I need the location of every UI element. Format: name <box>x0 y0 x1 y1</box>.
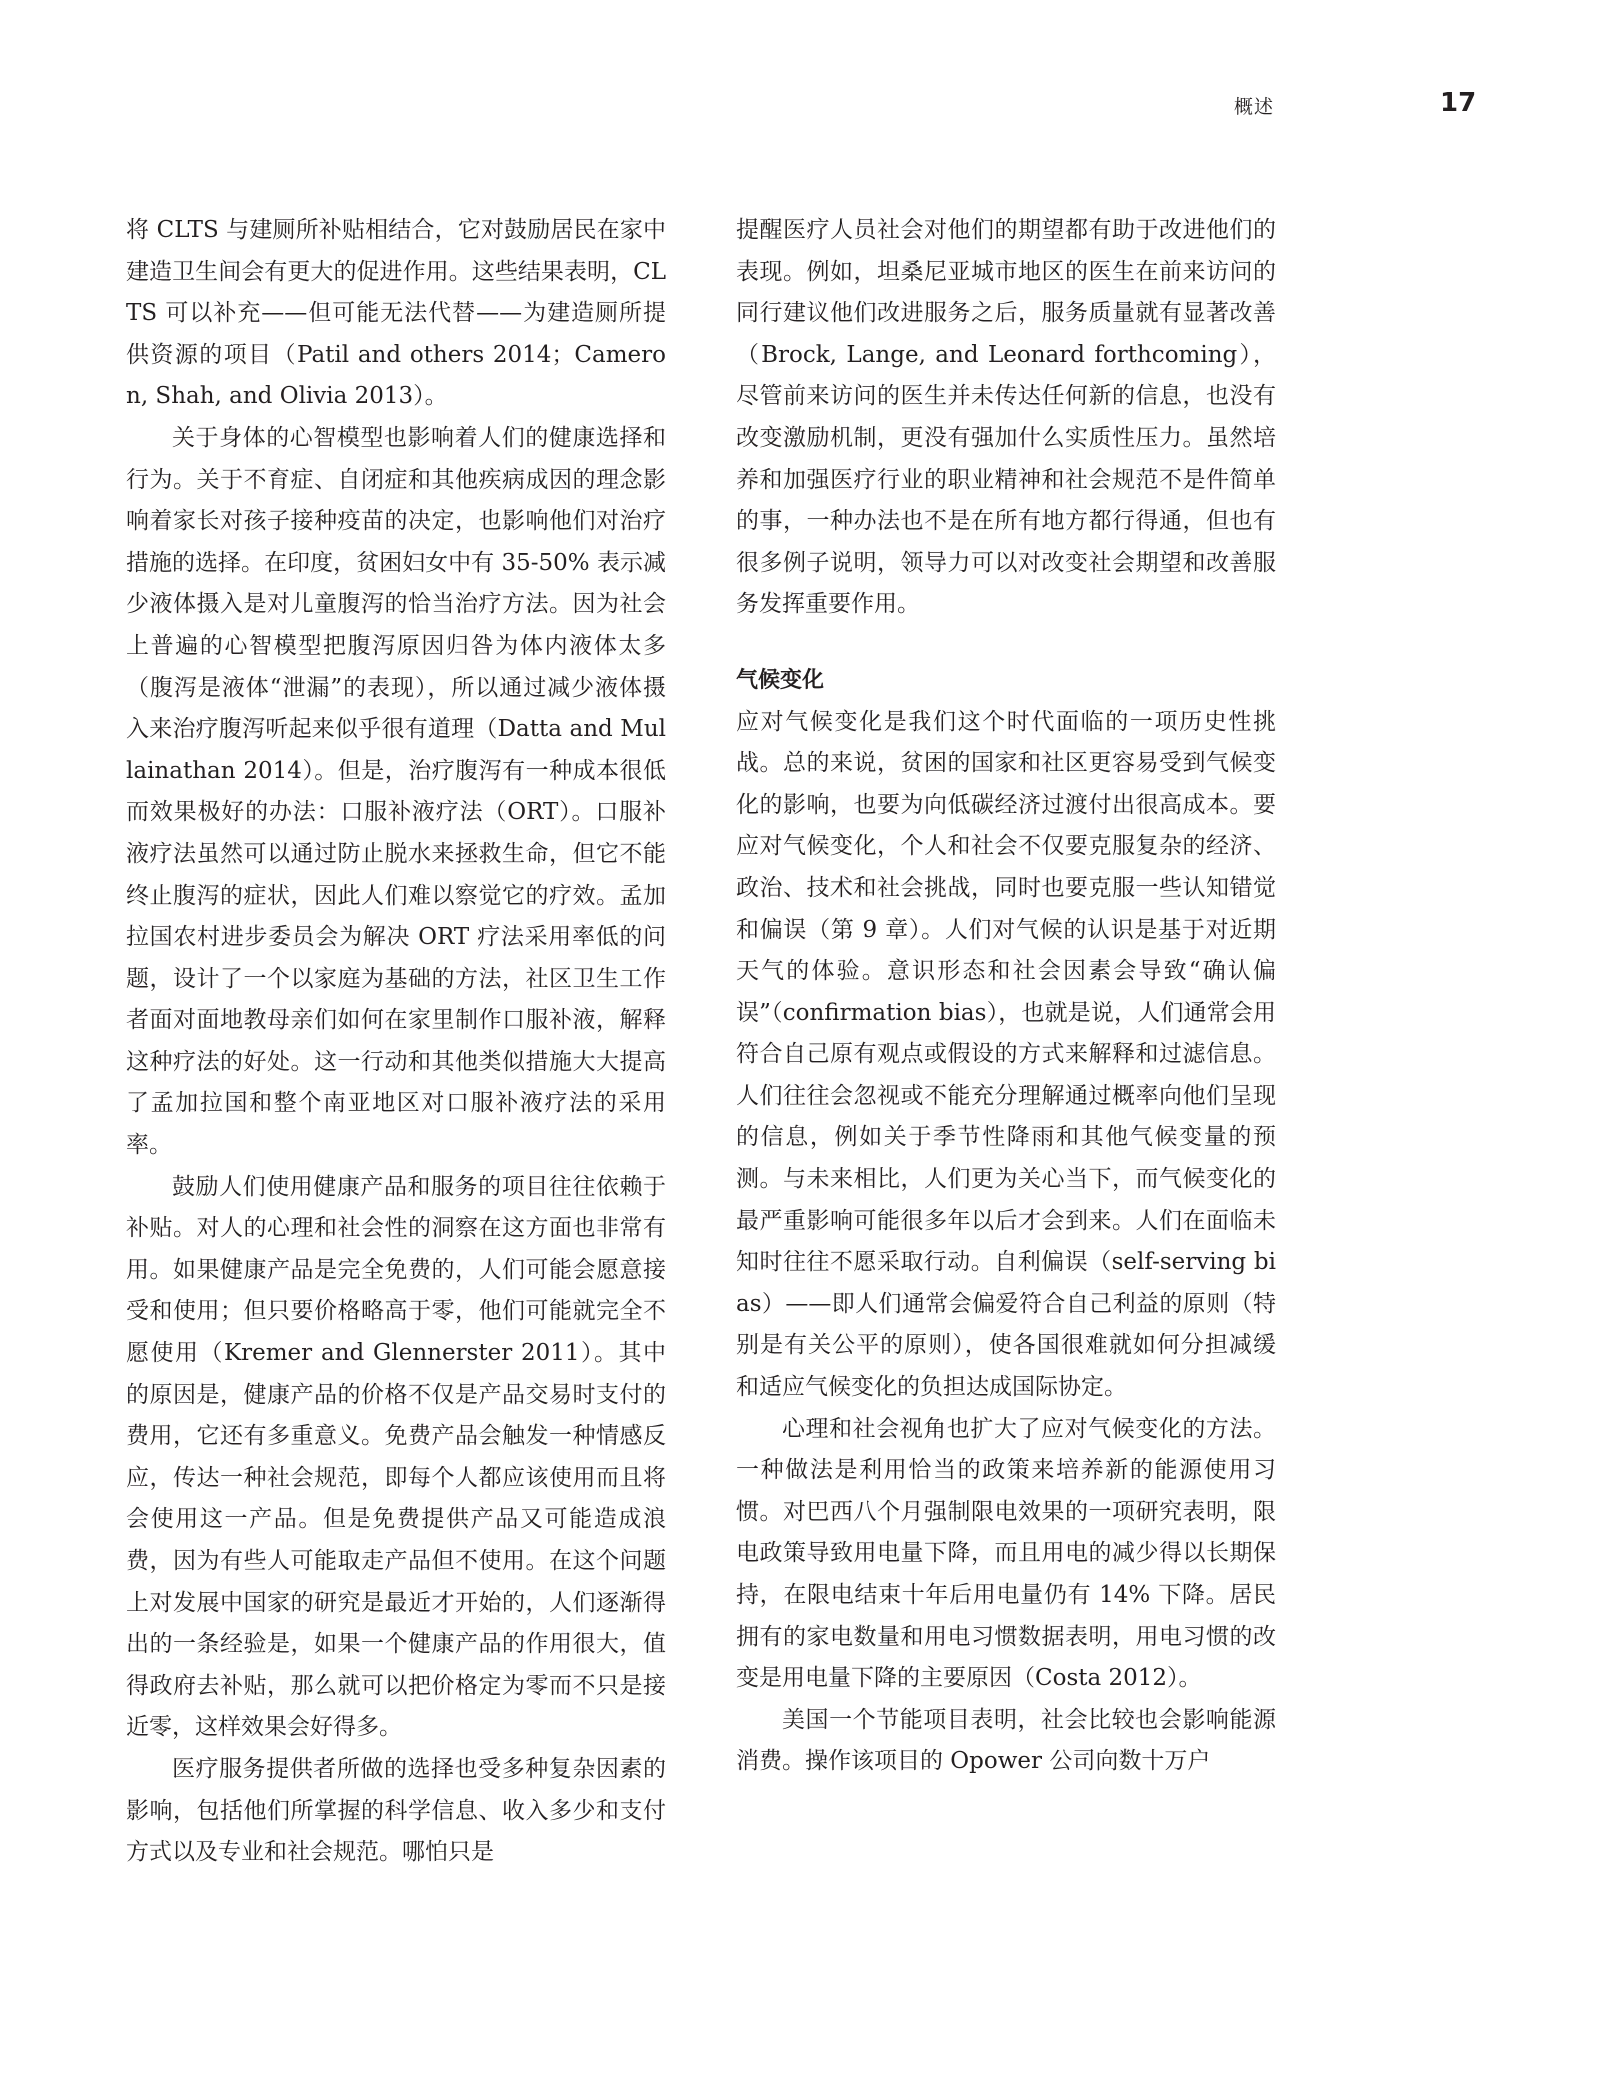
paragraph: 心理和社会视角也扩大了应对气候变化的方法。一种做法是利用恰当的政策来培养新的能源使用习惯。对巴西八个月强制限电效果的一项研究表明，限电政策导致用电量下降，而且用电的减少得以长期保持，在限电结束十年后用电量仍有 14% 下降。居民拥有的家电数量和用电习惯数据表明，用电习惯的改变是用电量下降的主要原因（Costa 2012）。 <box>736 1415 1276 1692</box>
paragraph: 提醒医疗人员社会对他们的期望都有助于改进他们的表现。例如，坦桑尼亚城市地区的医生在前来访问的同行建议他们改进服务之后，服务质量就有显著改善（Brock, Lange, and Leonard forthcoming），尽管前来访问的医生并未传达任何新的信息，也没有改变激励机制，更没有强加什么实质性压力。虽然培养和加强医疗行业的职业精神和社会规范不是件简单的事，一种办法也不是在所有地方都行得通，但也有很多例子说明，领导力可以对改变社会期望和改善服务发挥重要作用。 <box>736 217 1276 618</box>
paragraph: 应对气候变化是我们这个时代面临的一项历史性挑战。总的来说，贫困的国家和社区更容易受到气候变化的影响，也要为向低碳经济过渡付出很高成本。要应对气候变化，个人和社会不仅要克服复杂的经济、政治、技术和社会挑战，同时也要克服一些认知错觉和偏误（第 9 章）。人们对气候的认识是基于对近期天气的体验。意识形态和社会因素会导致“确认偏误”（confirmation bias），也就是说，人们通常会用符合自己原有观点或假设的方式来解释和过滤信息。人们往往会忽视或不能充分理解通过概率向他们呈现的信息，例如关于季节性降雨和其他气候变量的预测。与未来相比，人们更为关心当下，而气候变化的最严重影响可能很多年以后才会到来。人们在面临未知时往往不愿采取行动。自利偏误（self-serving bias）——即人们通常会偏爱符合自己利益的原则（特别是有关公平的原则），使各国很难就如何分担减缓和适应气候变化的负担达成国际协定。 <box>736 708 1276 1401</box>
paragraph: 将 CLTS 与建厕所补贴相结合，它对鼓励居民在家中建造卫生间会有更大的促进作用。这些结果表明，CLTS 可以补充——但可能无法代替——为建造厕所提供资源的项目（Patil and others 2014；Cameron, Shah, and Olivia 2013）。 <box>126 217 666 410</box>
paragraph: 美国一个节能项目表明，社会比较也会影响能源消费。操作该项目的 Opower 公司向数十万户 <box>736 1706 1276 1775</box>
paragraph: 关于身体的心智模型也影响着人们的健康选择和行为。关于不育症、自闭症和其他疾病成因的理念影响着家长对孩子接种疫苗的决定，也影响他们对治疗措施的选择。在印度，贫困妇女中有 35-50% 表示减少液体摄入是对儿童腹泻的恰当治疗方法。因为社会上普遍的心智模型把腹泻原因归咎为体内液体太多（腹泻是液体“泄漏”的表现），所以通过减少液体摄入来治疗腹泻听起来似乎很有道理（Datta and Mullainathan 2014）。但是，治疗腹泻有一种成本很低而效果极好的办法：口服补液疗法（ORT）。口服补液疗法虽然可以通过防止脱水来拯救生命，但它不能终止腹泻的症状，因此人们难以察觉它的疗效。孟加拉国农村进步委员会为解决 ORT 疗法采用率低的问题，设计了一个以家庭为基础的方法，社区卫生工作者面对面地教母亲们如何在家里制作口服补液，解释这种疗法的好处。这一行动和其他类似措施大大提高了孟加拉国和整个南亚地区对口服补液疗法的采用率。 <box>126 424 666 1159</box>
running-head: 概述 <box>1233 96 1274 118</box>
paragraph: 鼓励人们使用健康产品和服务的项目往往依赖于补贴。对人的心理和社会性的洞察在这方面也非常有用。如果健康产品是完全免费的，人们可能会愿意接受和使用；但只要价格略高于零，他们可能就完全不愿使用（Kremer and Glennerster 2011）。其中的原因是，健康产品的价格不仅是产品交易时支付的费用，它还有多重意义。免费产品会触发一种情感反应，传达一种社会规范，即每个人都应该使用而且将会使用这一产品。但是免费提供产品又可能造成浪费，因为有些人可能取走产品但不使用。在这个问题上对发展中国家的研究是最近才开始的，人们逐渐得出的一条经验是，如果一个健康产品的作用很大，值得政府去补贴，那么就可以把价格定为零而不只是接近零，这样效果会好得多。 <box>126 1173 666 1741</box>
left-column <box>126 210 666 1874</box>
right-column <box>736 210 1276 1783</box>
section-heading: 气候变化 <box>736 667 825 693</box>
paragraph: 医疗服务提供者所做的选择也受多种复杂因素的影响，包括他们所掌握的科学信息、收入多少和支付方式以及专业和社会规范。哪怕只是 <box>126 1755 666 1866</box>
page-number: 17 <box>1440 88 1477 118</box>
